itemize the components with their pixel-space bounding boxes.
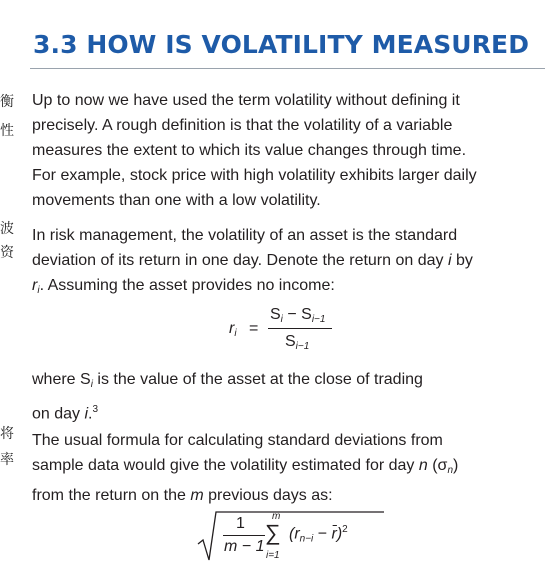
paragraph-where [32,367,537,426]
paragraph-risk-management [32,223,537,303]
fraction-bar [268,328,332,329]
paragraph-definition [32,88,537,213]
sum-term: ($r_{n-i}$ − r̄)$^2$ [289,524,348,545]
margin-glyph: 衡 [0,94,14,110]
text-line: movements than one with a low volatility. [32,192,321,209]
title-divider [30,68,545,69]
fraction-bar [223,535,265,536]
margin-glyph: 将 [0,426,14,442]
text-line: precisely. A rough definition is that the volatility of a variable [32,117,453,134]
text-line: For example, stock price with high volatility exhibits larger daily [32,167,477,184]
margin-glyph: 波 [0,221,14,237]
text-line: $r_i$. Assuming the asset provides no income: [32,277,335,296]
sigma-frac-denominator: m − 1 [224,538,265,555]
eq-numerator: $S_i - S_{i-1}$ [270,306,326,325]
text-line: sample data would give the volatility estimated for day n $(\sigma_n)$ [32,457,459,476]
text-line: Up to now we have used the term volatility without defining it [32,92,460,109]
margin-glyph: 性 [0,123,14,139]
eq-lhs: $r_i$ [229,320,237,339]
text-line: deviation of its return in one day. Denote the return on day i by [32,252,473,269]
sum-symbol: ∑ [265,520,281,545]
sum-lower-limit: i=1 [266,550,280,561]
text-line: where $S_i$ is the value of the asset at the close of trading [32,371,423,390]
text-line: The usual formula for calculating standard deviations from [32,432,443,449]
section-title: 3.3 HOW IS VOLATILITY MEASURED [33,30,530,59]
margin-glyph: 资 [0,245,14,261]
text-line: measures the extent to which its value changes through time. [32,142,467,159]
eq-equals: = [249,320,259,337]
sum-upper-limit: m [272,511,281,522]
sigma-frac-numerator: 1 [236,515,245,532]
paragraph-usual-formula [32,428,537,508]
text-line: In risk management, the volatility of an asset is the standard [32,227,458,244]
margin-glyph: 率 [0,452,14,468]
text-line: from the return on the m previous days as: [32,487,333,504]
eq-denominator: $S_{i-1}$ [285,333,310,352]
text-line: on day i.$^3$ [32,404,99,423]
